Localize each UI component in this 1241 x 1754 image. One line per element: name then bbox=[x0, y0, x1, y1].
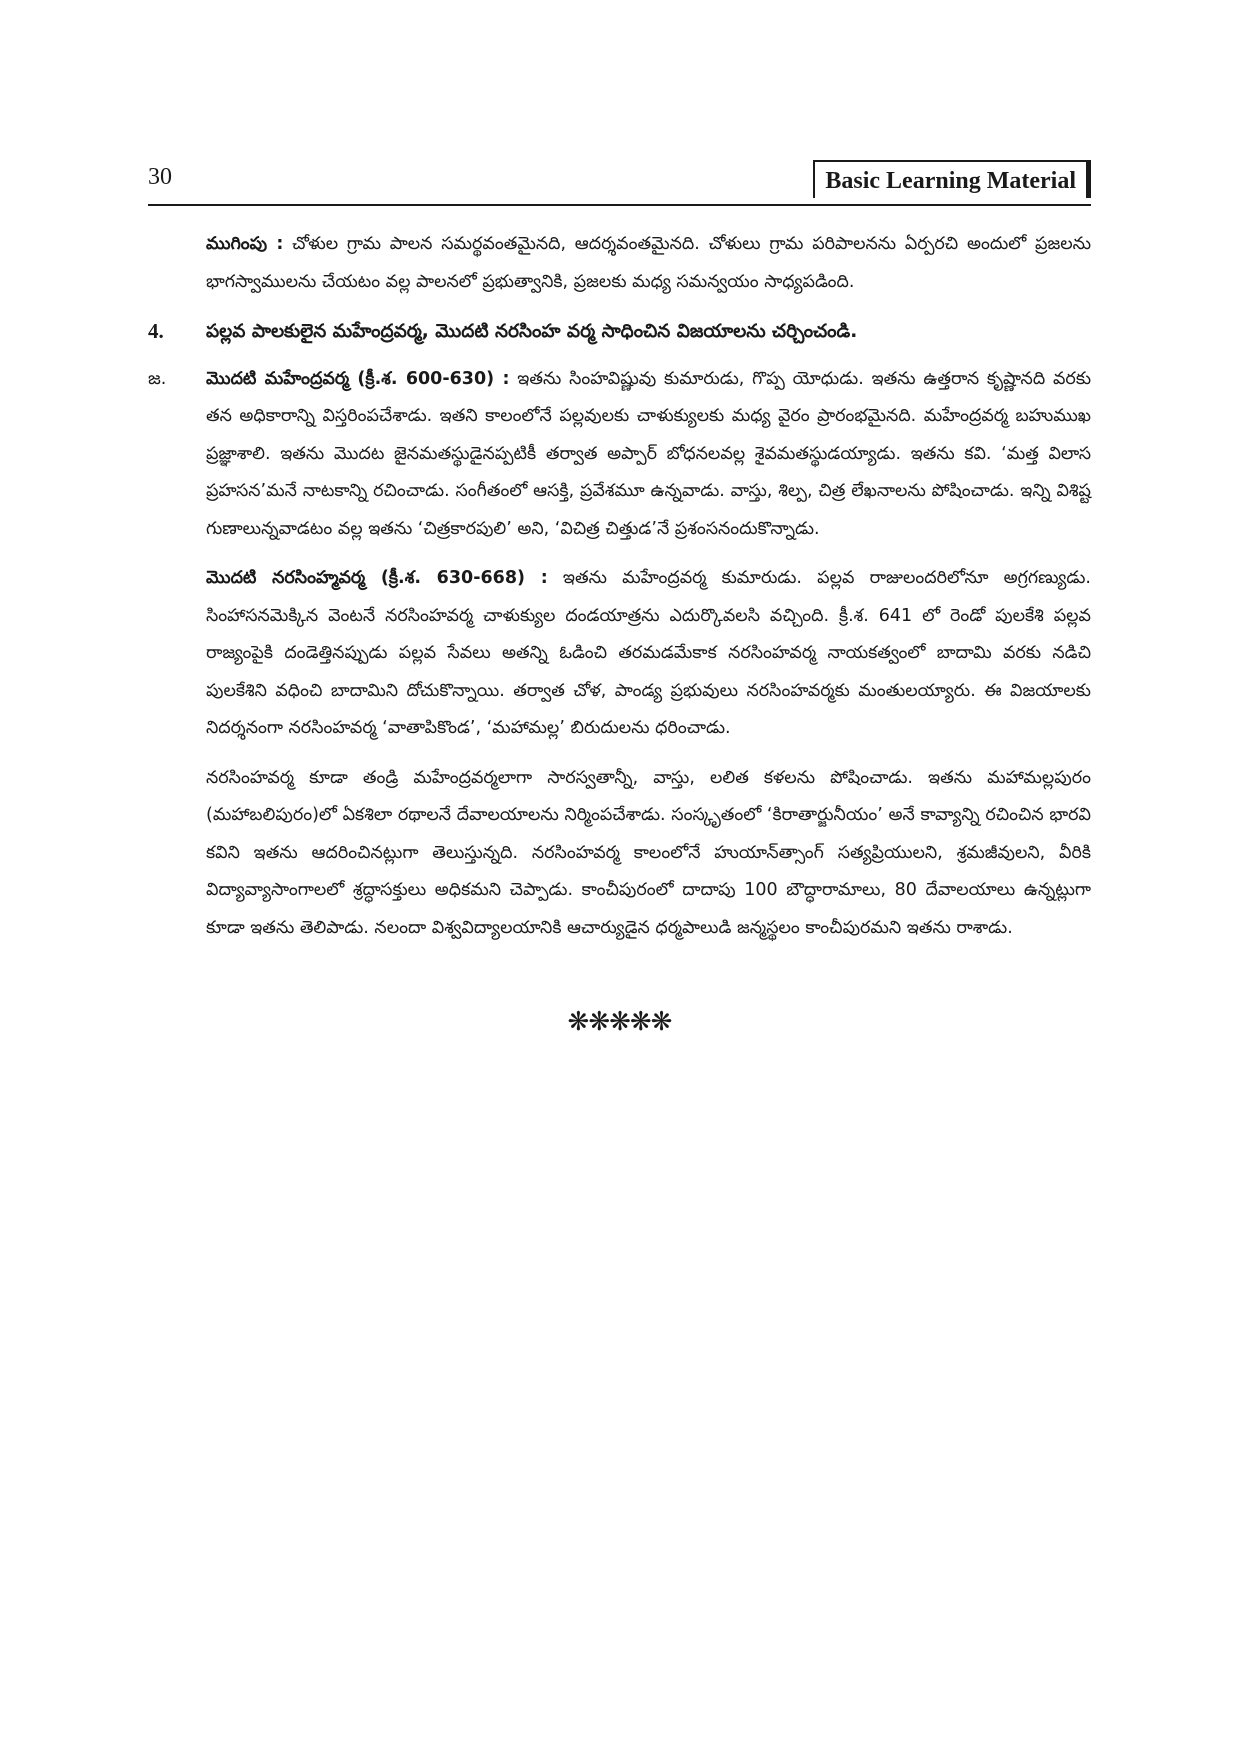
mahendravarma-label: మొదటి మహేంద్రవర్మ (క్రీ.శ. 600-630) : bbox=[206, 368, 510, 389]
page-body bbox=[148, 226, 1091, 1037]
question-number: 4. bbox=[148, 319, 164, 343]
answer-row bbox=[148, 361, 1091, 960]
narasimhavarma-text: ఇతను మహేంద్రవర్మ కుమారుడు. పల్లవ రాజులందరిలోనూ అగ్రగణ్యుడు. సింహాసనమెక్కిన వెంటనే నరసింహవర్మ చాళుక్యుల దండయాత్రను ఎదుర్కొవలసి వచ్చింది. క్రీ.శ. 641 లో రెండో పులకేశి పల్లవ రాజ్యంపైకి దండెత్తినప్పుడు పల్లవ సేవలు అతన్ని ఓడించి తరమడమేకాక నరసింహవర్మ నాయకత్వంలో బాదామి వరకు నడిచి పులకేశిని వధించి బాదామిని దోచుకొన్నాయి. తర్వాత చోళ, పాండ్య ప్రభువులు నరసింహవర్మకు మంతులయ్యారు. ఈ విజయాలకు నిదర్శనంగా నరసింహవర్మ ‘వాతాపికొండ’, ‘మహామల్ల’ బిరుదులను ధరించాడు. bbox=[206, 568, 1091, 738]
conclusion-text: చోళుల గ్రామ పాలన సమర్థవంతమైనది, ఆదర్శవంతమైనది. చోళులు గ్రామ పరిపాలనను ఏర్పరచి అందులో ప్రజలను భాగస్వాములను చేయటం వల్ల పాలనలో ప్రభుత్వానికి, ప్రజలకు మధ్య సమన్వయం సాధ్యపడింది. bbox=[206, 234, 1091, 292]
end-of-section-mark: ❋❋❋❋❋ bbox=[567, 1007, 672, 1037]
answer-marker: జ. bbox=[148, 368, 167, 389]
narasimhavarma-label: మొదటి నరసింహ్మవర్మ (క్రీ.శ. 630-668) : bbox=[206, 568, 548, 588]
narasimhavarma-paragraph bbox=[206, 560, 1091, 748]
conclusion-paragraph bbox=[206, 226, 1091, 301]
mahendravarma-paragraph bbox=[206, 361, 1091, 549]
closing-paragraph: నరసింహవర్మ కూడా తండ్రి మహేంద్రవర్మలాగా సారస్వతాన్నీ, వాస్తు, లలిత కళలను పోషించాడు. ఇతను మహామల్లపురం (మహాబలిపురం)లో ఏకశిలా రథాలనే దేవాలయాలను నిర్మింపచేశాడు. సంస్కృతంలో ‘కిరాతార్జునీయం’ అనే కావ్యాన్ని రచించిన భారవి కవిని ఇతను ఆదరించినట్లుగా తెలుస్తున్నది. నరసింహవర్మ కాలంలోనే హుయాన్‌త్సాంగ్ సత్యప్రియులని, శ్రమజీవులని, వీరికి విద్యావ్యాసాంగాలలో శ్రద్ధాసక్తులు అధికమని చెప్పాడు. కాంచీపురంలో దాదాపు 100 బౌద్ధారామాలు, 80 దేవాలయాలు ఉన్నట్లుగా కూడా ఇతను తెలిపాడు. నలందా విశ్వవిద్యాలయానికి ఆచార్యుడైన ధర్మపాలుడి జన్మస్థలం కాంచీపురమని ఇతను రాశాడు. bbox=[206, 767, 1091, 938]
page-number: 30 bbox=[148, 164, 172, 190]
conclusion-label: ముగింపు : bbox=[206, 234, 284, 254]
running-title: Basic Learning Material bbox=[813, 160, 1091, 198]
mahendravarma-text: ఇతను సింహవిష్ణువు కుమారుడు, గొప్ప యోధుడు. ఇతను ఉత్తరాన కృష్ణానది వరకు తన అధికారాన్ని విస్తరింపచేశాడు. ఇతని కాలంలోనే పల్లవులకు చాళుక్యులకు మధ్య వైరం ప్రారంభమైనది. మహేంద్రవర్మ బహుముఖ ప్రజ్ఞాశాలి. ఇతను మొదట జైనమతస్థుడైనప్పటికీ తర్వాత అప్పార్ బోధనలవల్ల శైవమతస్థుడయ్యాడు. ఇతను కవి. ‘మత్త విలాస ప్రహసన’మనే నాటకాన్ని రచించాడు. సంగీతంలో ఆసక్తి, ప్రవేశమూ ఉన్నవాడు. వాస్తు, శిల్ప, చిత్ర లేఖనాలను పోషించాడు. ఇన్ని విశిష్ట గుణాలున్నవాడటం వల్ల ఇతను ‘చిత్రకారపులి’ అని, ‘విచిత్ర చిత్తుడ’నే ప్రశంసనందుకొన్నాడు. bbox=[206, 368, 1092, 539]
question-text: పల్లవ పాలకులైన మహేంద్రవర్మ, మొదటి నరసింహ వర్మ సాధించిన విజయాలను చర్చించండి. bbox=[206, 321, 858, 342]
question-row bbox=[148, 313, 1091, 351]
page-header bbox=[148, 160, 1091, 206]
